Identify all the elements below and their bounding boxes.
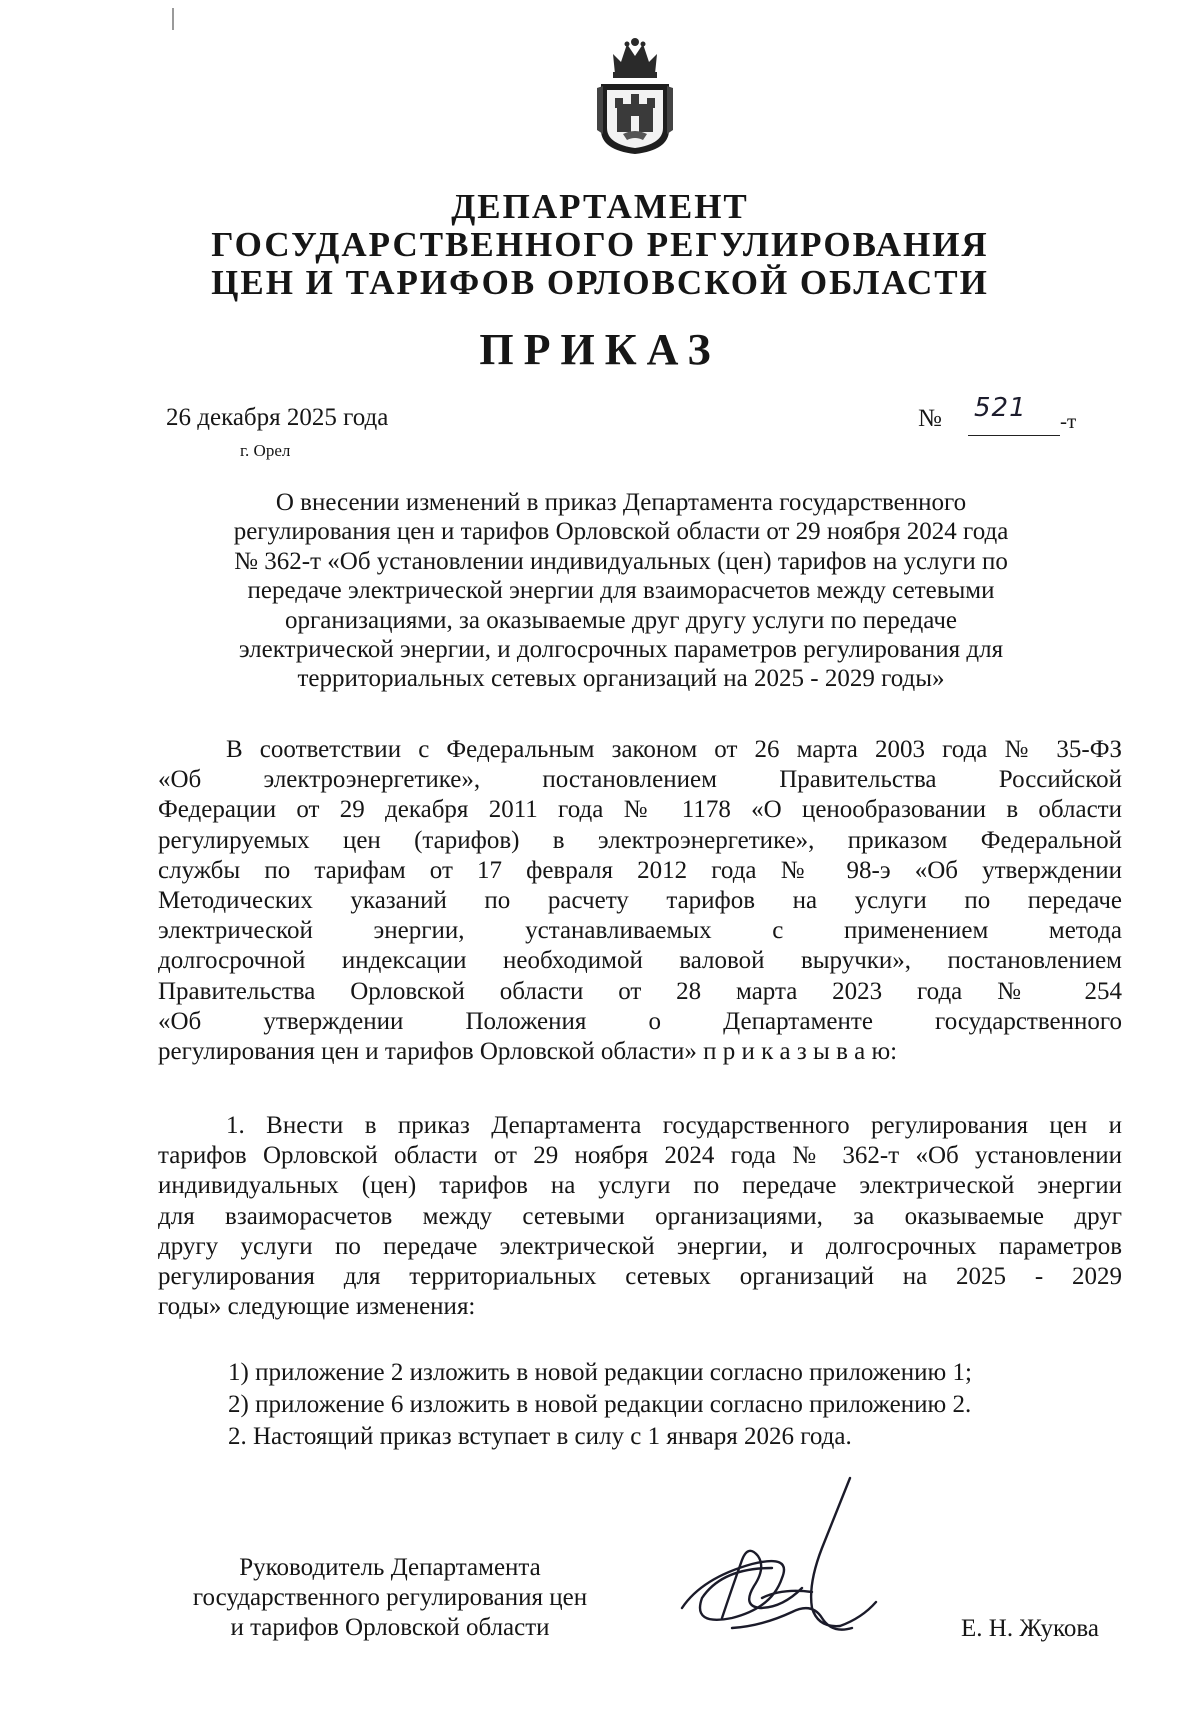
subject-line: О внесении изменений в приказ Департамента государственного bbox=[275, 489, 967, 516]
number-underline bbox=[968, 435, 1060, 436]
preamble-line: Правительства Орловской области от 28 марта 2023 года № 254 bbox=[158, 977, 1122, 1005]
signatory-title bbox=[150, 1553, 630, 1643]
org-line-1: ДЕПАРТАМЕНТ bbox=[451, 187, 749, 226]
order-city: г. Орел bbox=[240, 441, 291, 460]
number-suffix: -т bbox=[1060, 409, 1077, 433]
order-subject bbox=[150, 488, 1092, 694]
number-sign: № bbox=[918, 405, 942, 432]
subject-line: передаче электрической энергии для взаиморасчетов между сетевыми bbox=[247, 577, 995, 605]
org-line-3: ЦЕН И ТАРИФОВ ОРЛОВСКОЙ ОБЛАСТИ bbox=[211, 263, 989, 302]
coat-of-arms-icon bbox=[593, 34, 677, 156]
item-1-line: 1. Внести в приказ Департамента государственного регулирования цен и bbox=[226, 1112, 1122, 1139]
preamble-line: Методических указаний по расчету тарифов на услуги по передаче bbox=[158, 886, 1122, 914]
item-1-line: годы» следующие изменения: bbox=[158, 1293, 476, 1321]
preamble-line: долгосрочной индексации необходимой валовой выручки», постановлением bbox=[158, 947, 1122, 975]
signatory-title-line: Руководитель Департамента bbox=[239, 1554, 541, 1581]
item-1-line: для взаиморасчетов между сетевыми организациями, за оказываемые друг bbox=[158, 1202, 1122, 1230]
signatory-title-line: государственного регулирования цен bbox=[192, 1584, 588, 1611]
preamble-line: регулируемых цен (тарифов) в электроэнергетике», приказом Федеральной bbox=[158, 826, 1122, 854]
signatory-name: Е. Н. Жукова bbox=[961, 1615, 1099, 1642]
subject-line: № 362-т «Об установлении индивидуальных (цен) тарифов на услуги по bbox=[234, 547, 1008, 575]
preamble-line: Федерации от 29 декабря 2011 года № 1178 «О ценообразовании в области bbox=[158, 796, 1122, 824]
preamble-line: электрической энергии, устанавливаемых с применением метода bbox=[158, 917, 1122, 945]
subject-line: электрической энергии, и долгосрочных параметров регулирования для bbox=[238, 636, 1004, 664]
changes-list bbox=[228, 1357, 972, 1453]
preamble-line: В соответствии с Федеральным законом от 26 марта 2003 года № 35-ФЗ bbox=[226, 736, 1122, 763]
item-1-line: индивидуальных (цен) тарифов на услуги по передаче электрической энергии bbox=[158, 1172, 1122, 1200]
signatory-title-line: и тарифов Орловской области bbox=[230, 1614, 550, 1641]
preamble-line: службы по тарифам от 17 февраля 2012 года № 98-э «Об утверждении bbox=[158, 856, 1122, 884]
preamble-line: «Об электроэнергетике», постановлением Правительства Российской bbox=[158, 766, 1122, 794]
item-1-line: другу услуги по передаче электрической энергии, и долгосрочных параметров bbox=[158, 1232, 1122, 1260]
subject-line: территориальных сетевых организаций на 2025 - 2029 годы» bbox=[297, 665, 945, 693]
subject-line: организациями, за оказываемые друг другу услуги по передаче bbox=[284, 606, 958, 634]
document-type-title: ПРИКАЗ bbox=[479, 325, 721, 374]
order-date: 26 декабря 2025 года bbox=[166, 404, 389, 431]
list-item: 2) приложение 6 изложить в новой редакции согласно приложению 2. bbox=[228, 1391, 972, 1418]
org-line-2: ГОСУДАРСТВЕННОГО РЕГУЛИРОВАНИЯ bbox=[211, 225, 989, 264]
list-item: 2. Настоящий приказ вступает в силу с 1 января 2026 года. bbox=[228, 1423, 852, 1450]
order-number bbox=[918, 393, 1088, 443]
handwritten-signature bbox=[662, 1468, 912, 1658]
list-item: 1) приложение 2 изложить в новой редакции согласно приложению 1; bbox=[228, 1359, 972, 1386]
subject-line: регулирования цен и тарифов Орловской области от 29 ноября 2024 года bbox=[233, 518, 1009, 546]
scan-artifact bbox=[172, 8, 174, 30]
organization-name bbox=[0, 188, 1200, 302]
item-1-line: тарифов Орловской области от 29 ноября 2024 года № 362-т «Об установлении bbox=[158, 1142, 1122, 1170]
item-1-line: регулирования для территориальных сетевых организаций на 2025 - 2029 bbox=[158, 1262, 1122, 1290]
preamble-line: «Об утверждении Положения о Департаменте государственного bbox=[158, 1007, 1122, 1035]
handwritten-number: 521 bbox=[974, 393, 1027, 423]
preamble-paragraph bbox=[158, 735, 1122, 1067]
preamble-line: регулирования цен и тарифов Орловской области» п р и к а з ы в а ю: bbox=[158, 1037, 898, 1065]
item-1-paragraph bbox=[158, 1111, 1122, 1322]
